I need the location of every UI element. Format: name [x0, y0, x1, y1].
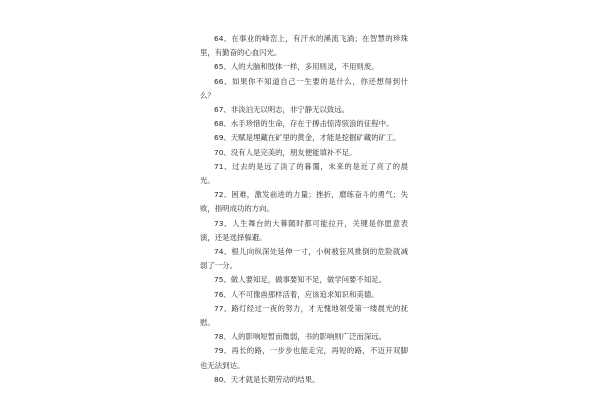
list-item: 69、天赋是埋藏在矿里的黄金，才能是挖掘矿藏的矿工。 [214, 133, 401, 143]
list-item: 74、根儿向纵深处延伸一寸，小树被狂风推倒的危险就减弱了一分。 [200, 247, 408, 271]
list-item: 72、困难，激发前进的力量；挫折，磨练奋斗的勇气；失败，指明成功的方向。 [200, 190, 408, 214]
list-item: 68、水手珍惜的生命，存在于搏击惊涛骇浪的征程中。 [214, 119, 394, 129]
list-item: 78、人的影响短暂而微弱，书的影响则广泛而深远。 [214, 332, 387, 342]
list-item: 77、路灯经过一夜的努力，才无愧地领受第一缕晨光的抚慰。 [200, 303, 408, 328]
list-item: 71、过去的是远了淡了的暮霭，未来的是近了亮了的晨光。 [200, 161, 408, 186]
list-item: 65、人的大脑和肢体一样，多用则灵，不用则废。 [214, 62, 379, 72]
list-item: 79、再长的路，一步步也能走完，再短的路，不迈开双脚也无法到达。 [200, 346, 408, 370]
list-item: 80、天才就是长期劳动的结果。 [214, 374, 320, 384]
list-item: 70、没有人是完美的，朋友便能填补不足。 [214, 147, 357, 157]
quote-list [200, 32, 408, 387]
list-item: 64、在事业的峰峦上，有汗水的溪流飞淌；在智慧的珍珠里，有勤奋的心血闪光。 [200, 34, 408, 58]
list-item: 67、非淡泊无以明志，非宁静无以致远。 [214, 105, 350, 115]
list-item: 66、如果你不知道自己一生要的是什么，你还想得到什么？ [200, 76, 408, 100]
list-item: 73、人生舞台的大幕随时都可能拉开，关键是你愿意表演，还是选择躲避。 [200, 218, 408, 242]
list-item: 76、人不可像兽那样活着，应该追求知识和美德。 [214, 289, 379, 299]
list-item: 75、做人要知足，做事要知不足，做学问要不知足。 [214, 275, 387, 285]
